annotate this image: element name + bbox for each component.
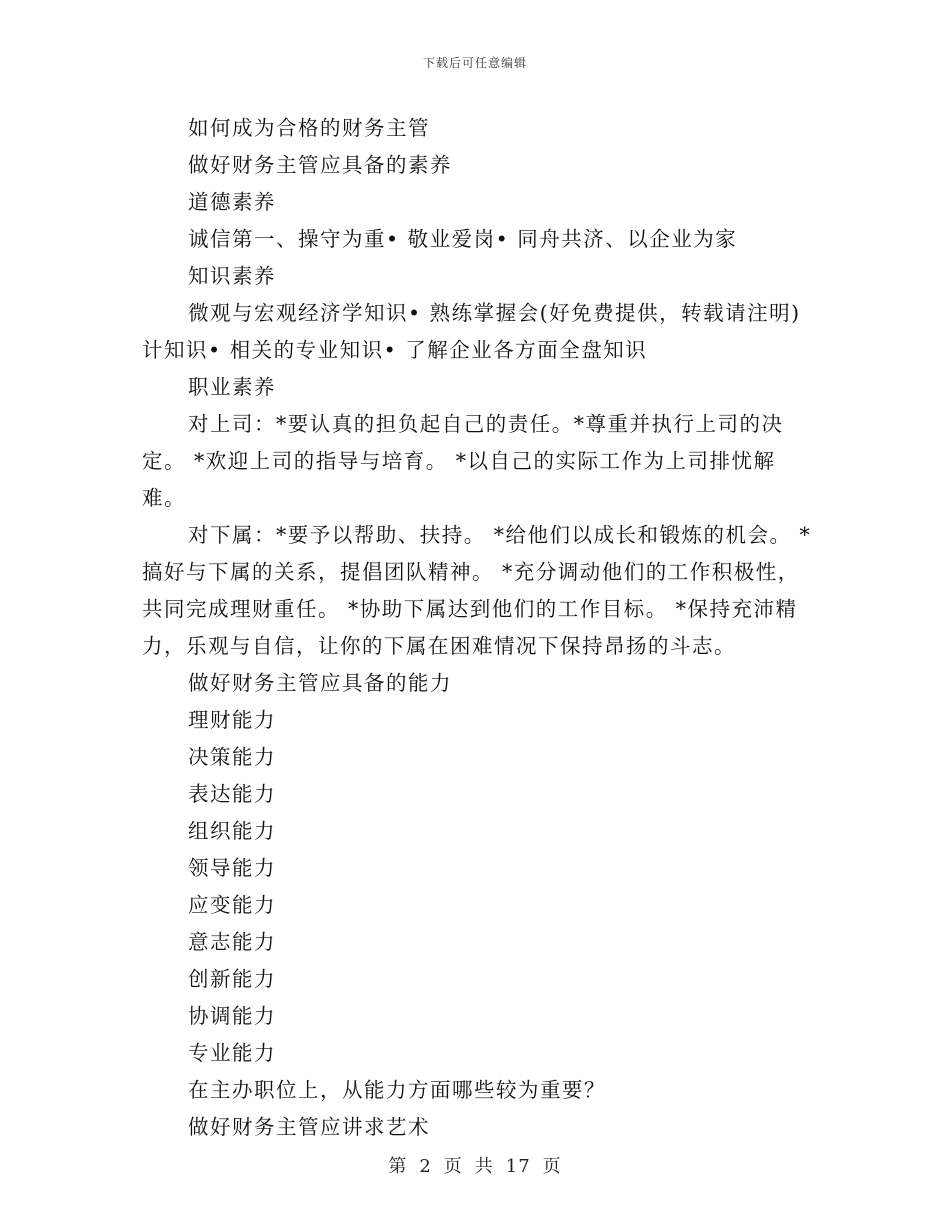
paragraph: 在主办职位上，从能力方面哪些较为重要？ bbox=[188, 1078, 606, 1102]
page-header: 下载后可任意编辑 bbox=[422, 56, 527, 70]
page-prefix: 第 bbox=[388, 1156, 408, 1177]
document-title: 如何成为合格的财务主管 bbox=[188, 116, 430, 140]
list-item: 意志能力 bbox=[188, 930, 276, 954]
list-item: 创新能力 bbox=[188, 967, 276, 991]
current-page-number: 2 bbox=[419, 1156, 432, 1177]
list-item: 组织能力 bbox=[188, 819, 276, 843]
total-pages-number: 17 bbox=[505, 1156, 531, 1177]
paragraph: 对下属：*要予以帮助、扶持。 *给他们以成长和锻炼的机会。 *搞好与下属的关系，提倡团队精神。 *充分调动他们的工作积极性，共同完成理财重任。 *协助下属达到他们的工作目标。 *保持充沛精力，乐观与自信，让你的下属在困难情况下保持昂扬的斗志。 bbox=[142, 523, 812, 658]
page-mid: 页 bbox=[443, 1156, 463, 1177]
list-item: 领导能力 bbox=[188, 856, 276, 880]
list-item: 专业能力 bbox=[188, 1041, 276, 1065]
subsection-heading: 知识素养 bbox=[188, 264, 276, 288]
list-item: 表达能力 bbox=[188, 782, 276, 806]
subsection-heading: 道德素养 bbox=[188, 190, 276, 214]
section-heading: 做好财务主管应具备的能力 bbox=[188, 671, 452, 695]
document-body bbox=[142, 110, 817, 1146]
list-item: 决策能力 bbox=[188, 745, 276, 769]
list-item: 理财能力 bbox=[188, 708, 276, 732]
total-prefix: 共 bbox=[474, 1156, 494, 1177]
section-heading: 做好财务主管应讲求艺术 bbox=[188, 1115, 430, 1139]
page-footer bbox=[0, 1152, 950, 1178]
list-item: 应变能力 bbox=[188, 893, 276, 917]
paragraph: 微观与宏观经济学知识• 熟练掌握会(好免费提供，转载请注明)计知识• 相关的专业知识• 了解企业各方面全盘知识 bbox=[142, 301, 801, 362]
subsection-heading: 职业素养 bbox=[188, 375, 276, 399]
page-suffix: 页 bbox=[542, 1156, 562, 1177]
paragraph: 诚信第一、操守为重• 敬业爱岗• 同舟共济、以企业为家 bbox=[188, 227, 738, 251]
list-item: 协调能力 bbox=[188, 1004, 276, 1028]
section-heading: 做好财务主管应具备的素养 bbox=[188, 153, 452, 177]
paragraph: 对上司：*要认真的担负起自己的责任。*尊重并执行上司的决定。 *欢迎上司的指导与培育。 *以自己的实际工作为上司排忧解难。 bbox=[142, 412, 784, 510]
